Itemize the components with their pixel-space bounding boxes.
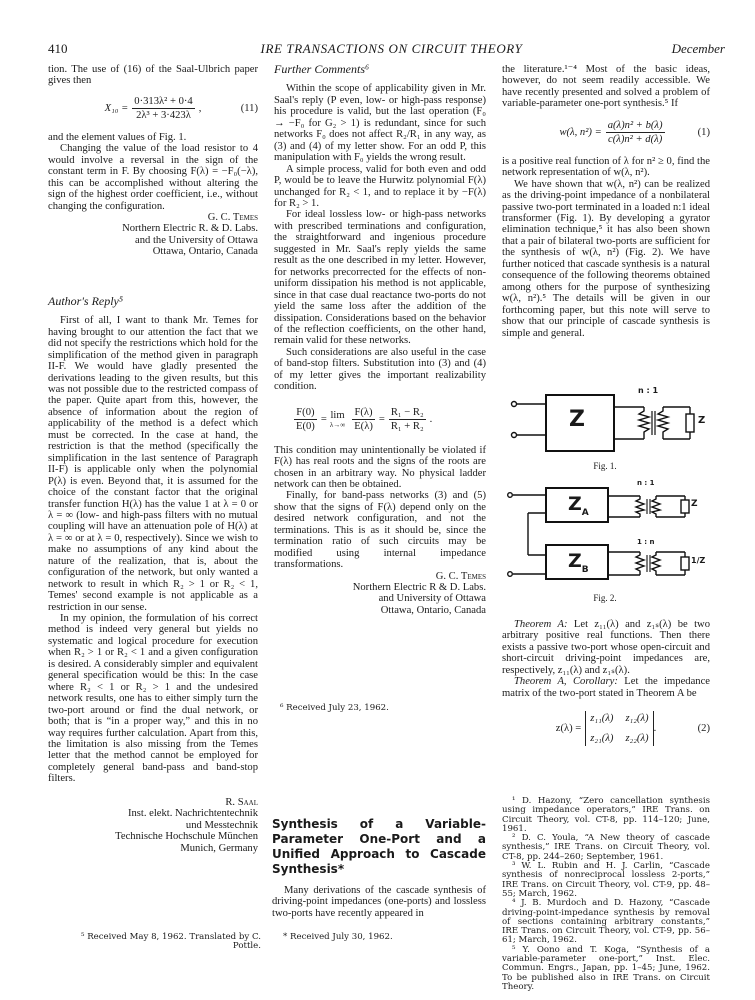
equation-lhs: X₁₀ = <box>104 103 129 115</box>
reference-item: ⁴ J. B. Murdoch and D. Hazony, “Cascade driving-point-impedance synthesis by removal of sections containing arbitrary constants,” IRE Trans. on Circuit Theory, vol. CT-9, pp. 56–61; March, 1962. <box>502 898 710 946</box>
affiliation-line: Technische Hochschule München <box>115 831 258 843</box>
figure-2 <box>500 479 710 605</box>
column-right <box>502 64 710 339</box>
equals-sign: = <box>378 413 385 425</box>
matrix-cell: z₁₁(λ) <box>590 713 614 725</box>
fig1-turns-ratio: n : 1 <box>638 386 659 395</box>
paragraph: Within the scope of applicability given in Mr. Saal's reply (P even, low- or high-pass response) his procedure is valid, but the last operation (F₀ → −F₀ for G₂ > 1) is redundant, since for such networks F₀ does not affect R₂/R₁ in any way, as (3) and (4) of my letter show. For an odd P, this manipulation with F₀ yields the wrong result. <box>274 83 486 164</box>
paragraph: We have shown that w(λ, n²) can be realized as the driving-point impedance of a nonbilateral passive two-port terminated in a loaded n:1 ideal transformer (Fig. 1). By developing a gyrator elimination technique,⁵ it has also been shown that a pair of bilateral two-ports are sufficient for the synthesis of w(λ, n²) (Fig. 2). We have further noticed that cascade synthesis is a natural consequence of the following theorems obtained among others for the purpose of synthesizing w(λ, n²).⁵ The details will be given in our forthcoming paper, but this note will serve to show that our principle of cascade synthesis is simple and general. <box>502 178 710 339</box>
theorem-label: Theorem A: <box>514 619 568 630</box>
fig2-box-b-label <box>568 550 589 575</box>
running-header <box>48 41 735 57</box>
column-left <box>48 64 258 854</box>
article-block <box>272 817 486 919</box>
paragraph: In my opinion, the formulation of his correct method is indeed very general but yields no systematic and logical procedure for execution when R₂ > 1 or R₂ < 1 and a given configuration is desired. A considerably simpler and equivalent general specification would be this: In the case where R₂ < 1 or R₂ > 1 and the undesired network results, one has to either simply turn the two-port around or find the dual network, or both; that is “in a proper way,” and this in no way requires further calculation. Apart from this, the limitation is also missing from the Temes letter that the method cannot be employed for completely general band-pass and band-stop filters. <box>48 613 258 785</box>
equation-punct: . <box>429 413 433 425</box>
paragraph: Changing the value of the load resistor to 4 would involve a reversal in the sign of the constant term in F. By choosing F(λ) = −F₀(−λ), this can be accomplished without altering the sign of the highest order coefficient, i.e., without changing the configuration. <box>48 143 258 212</box>
fraction <box>132 96 194 122</box>
paragraph: This condition may unintentionally be violated if F(λ) has real roots and the signs of the roots are chosen in an arbitrary way. No physical ladder network can then be obtained. <box>274 444 486 490</box>
figure-1 <box>500 385 710 475</box>
paragraph: Many derivations of the cascade synthesis of driving-point impedances (one-ports) and lossless two-ports have recently appeared in <box>272 885 486 919</box>
realizability-equation <box>274 407 486 433</box>
fig2-turns-ratio-b: 1 : n <box>637 538 655 546</box>
reference-item: ³ W. L. Rubin and H. J. Carlin, “Cascade synthesis of nonreciprocal lossless 2-ports,” IRE Trans. on Circuit Theory, vol. CT-9, pp. 48–55; March, 1962. <box>502 861 710 899</box>
equation-2 <box>502 711 710 746</box>
equation-11 <box>48 96 258 122</box>
matrix-cell: z₁₂(λ) <box>625 713 649 725</box>
box-a-subscript: A <box>581 507 589 518</box>
equation-number: (1) <box>697 127 710 139</box>
paragraph: For ideal lossless low- or high-pass networks with prescribed terminations and configuration, the straightforward and ingenious procedure suggested in Mr. Saal's reply yields the same result as the one described in my letter. However, for networks precorrected for the effects of non-uniform dissipation his method is not applicable, since in that case dual reactance two-ports do not yield the same loss after the addition of the dissipation. Considerations based on the behavior of the reflection coefficients, on the other hand, remain valid for these networks. <box>274 209 486 347</box>
theorem-label: Theorem A, Corollary: <box>514 676 618 688</box>
reference-list <box>502 797 710 992</box>
footnote: ⁶ Received July 23, 1962. <box>280 703 389 713</box>
denominator: E(0) <box>296 421 315 433</box>
affiliation-line: Ottawa, Ontario, Canada <box>152 246 258 258</box>
equation-1 <box>502 120 710 146</box>
numerator: R₁ − R₂ <box>389 407 426 420</box>
page-number: 410 <box>48 41 68 56</box>
equation-lhs: z(λ) = <box>555 722 582 734</box>
fig1-box-label: Z <box>569 407 585 432</box>
equation-number: (2) <box>697 722 710 734</box>
paragraph: Finally, for band-pass networks (3) and (5) show that the signs of F(λ) depend only on the desired network configuration, and not the terminations. This is as it should be, since the termination ratio of such circuits may be modified using internal impedance transformations. <box>274 490 486 571</box>
footnote: * Received July 30, 1962. <box>283 932 393 942</box>
equation-punct: . <box>653 722 657 734</box>
denominator: E(λ) <box>354 421 373 433</box>
section-heading: Further Comments⁶ <box>274 62 370 76</box>
affiliation-line: Inst. elekt. Nachrichtentechnik <box>127 808 258 820</box>
figure-caption: Fig. 1. <box>593 461 617 471</box>
circuit-diagram-fig1 <box>500 385 710 457</box>
limit <box>330 410 345 428</box>
fig2-turns-ratio-a: n : 1 <box>637 479 655 487</box>
box-b-subscript: B <box>581 564 589 575</box>
issue-month: December <box>671 41 725 56</box>
equation-punct: , <box>198 103 202 115</box>
numerator: 0·313λ² + 0·4 <box>132 96 194 109</box>
equation-number: (11) <box>240 103 258 115</box>
affiliation-line: Munich, Germany <box>180 842 258 854</box>
signature-block <box>274 571 486 617</box>
reference-item: ² D. C. Youla, “A New theory of cascade synthesis,” IRE Trans. on Circuit Theory, vol. CT-8, pp. 244–260; September, 1961. <box>502 833 710 862</box>
affiliation-line: und Messtechnik <box>185 819 258 831</box>
equals-sign: = <box>320 413 327 425</box>
affiliation-line: and the University of Ottawa <box>135 234 258 246</box>
affiliation-line: Northern Electric R. & D. Labs. <box>122 223 258 235</box>
denominator: c(λ)n² + d(λ) <box>608 134 663 146</box>
signature-block <box>48 212 258 258</box>
paragraph: and the element values of Fig. 1. <box>48 131 187 143</box>
affiliation-line: Ottawa, Ontario, Canada <box>380 604 486 616</box>
numerator: a(λ)n² + b(λ) <box>606 120 665 133</box>
author-name: G. C. Temes <box>435 570 486 582</box>
box-b-letter: Z <box>568 550 582 572</box>
theorem-a-corollary <box>502 676 710 699</box>
fraction <box>606 120 665 146</box>
footnote: ⁵ Received May 8, 1962. Translated by C. Pottle. <box>81 932 261 952</box>
paragraph: tion. The use of (16) of the Saal-Ulbrich paper gives then <box>48 64 258 87</box>
equation-lhs: w(λ, n²) = <box>559 127 602 139</box>
theorem-a <box>502 619 710 676</box>
denominator: R₁ + R₂ <box>390 421 424 433</box>
signature-block <box>48 797 258 854</box>
affiliation-line: Northern Electric R & D. Labs. <box>352 582 486 594</box>
limit-operator: lim <box>330 410 345 422</box>
numerator: F(0) <box>294 407 316 420</box>
reference-item: ⁵ Y. Oono and T. Koga, “Synthesis of a variable-parameter one-port,” Inst. Elec. Commun. Engrs., Japan, pp. 1–45; June, 1962. To be published also in IRE Trans. on Circuit Theory. <box>502 944 710 992</box>
fraction <box>294 407 317 433</box>
denominator: 2λ³ + 3·423λ <box>136 110 191 122</box>
theorem-text: Let z₁₁(λ) and z₁ₛ(λ) be two arbitrary positive real functions. Then there exists a passive two-port whose open-circuit and short-circuit driving-point impedances are, respectively, z₁₁(λ) and z₁ₛ(λ). <box>502 619 710 676</box>
paragraph: A simple process, valid for both even and odd P, would be to leave the Hurwitz polynomial F(λ) unchanged for R₂ < 1, and to replace it by −F(λ) for R₂ > 1. <box>274 163 486 209</box>
figure-caption: Fig. 2. <box>593 593 617 603</box>
fraction <box>389 407 426 433</box>
impedance-matrix <box>585 711 653 746</box>
reference-item: ¹ D. Hazony, “Zero cancellation synthesis using impedance operators,” IRE Trans. on Circuit Theory, vol. CT-8, pp. 114–120; June, 1961. <box>502 796 710 834</box>
paragraph: is a positive real function of λ for n² ≥ 0, find the network representation of w(λ, n²). <box>502 155 710 179</box>
numerator: F(λ) <box>352 407 374 420</box>
theorem-text: Let the impedance matrix of the two-port stated in Theorem A be <box>502 676 710 699</box>
column-middle <box>274 64 486 616</box>
limit-subscript: λ→∞ <box>329 420 346 429</box>
article-title: Synthesis of a Variable-Parameter One-Port and a Unified Approach to Cascade Synthesis* <box>272 817 486 876</box>
journal-title: IRE TRANSACTIONS ON CIRCUIT THEORY <box>260 41 523 56</box>
paragraph: Such considerations are also useful in the case of band-stop filters. Substitution into (3) and (4) of my letter gives the important realizability condition. <box>274 346 486 393</box>
author-name: G. C. Temes <box>207 211 258 223</box>
column-right-lower <box>502 619 710 746</box>
paragraph: the literature.¹⁻⁴ Most of the basic ideas, however, do not seem readily accessible. We have recently presented and solved a problem of variable-parameter one-port synthesis.⁵ If <box>502 64 710 110</box>
fraction <box>352 407 375 433</box>
fig2-box-a-label <box>568 493 589 518</box>
fig1-load-label: Z <box>698 415 706 426</box>
box-a-letter: Z <box>568 493 582 515</box>
paragraph: First of all, I want to thank Mr. Temes for having brought to our attention the fact that we did not specify the restrictions which hold for the simplification of the method given in paragraph II-F. We would have gladly presented the derivations leading to the given results, but this was not possible due to the restricted compass of the paper. Quite apart from this, however, the absence of information about the region of applicability of the method is a defect which must be corrected. In the case at hand, the restriction is that the method (specifically the simplification in the last sentence of Paragraph II-F) is applicable only when the polynomial P(λ) is even. Beyond that, it is assumed for the choice of the constant factor that the original transfer function H(λ) has the value 1 at λ = 0 or λ = ∞ (low- and high-pass filters with no mutual coupling will have an attenuation pole of H(λ) at λ = ∞ or at λ = 0, respectively). Since we wish to make no assumptions of any kind about the nature of the realization, that is, about the configuration of the network, but only wanted a network to result in which R₂ > 1 or R₂ < 1, Temes' second example is not applicable as a restriction in our sense. <box>48 315 258 613</box>
matrix-cell: z₂₂(λ) <box>625 732 649 744</box>
section-heading: Author's Reply⁵ <box>48 293 124 308</box>
fig2-load-a: Z <box>691 499 698 509</box>
fig2-load-b: 1/Z <box>691 556 706 565</box>
circuit-diagram-fig2 <box>500 485 710 585</box>
author-name: R. Saal <box>225 796 258 808</box>
matrix-cell: z₂₁(λ) <box>590 732 614 744</box>
affiliation-line: and University of Ottawa <box>378 593 486 605</box>
